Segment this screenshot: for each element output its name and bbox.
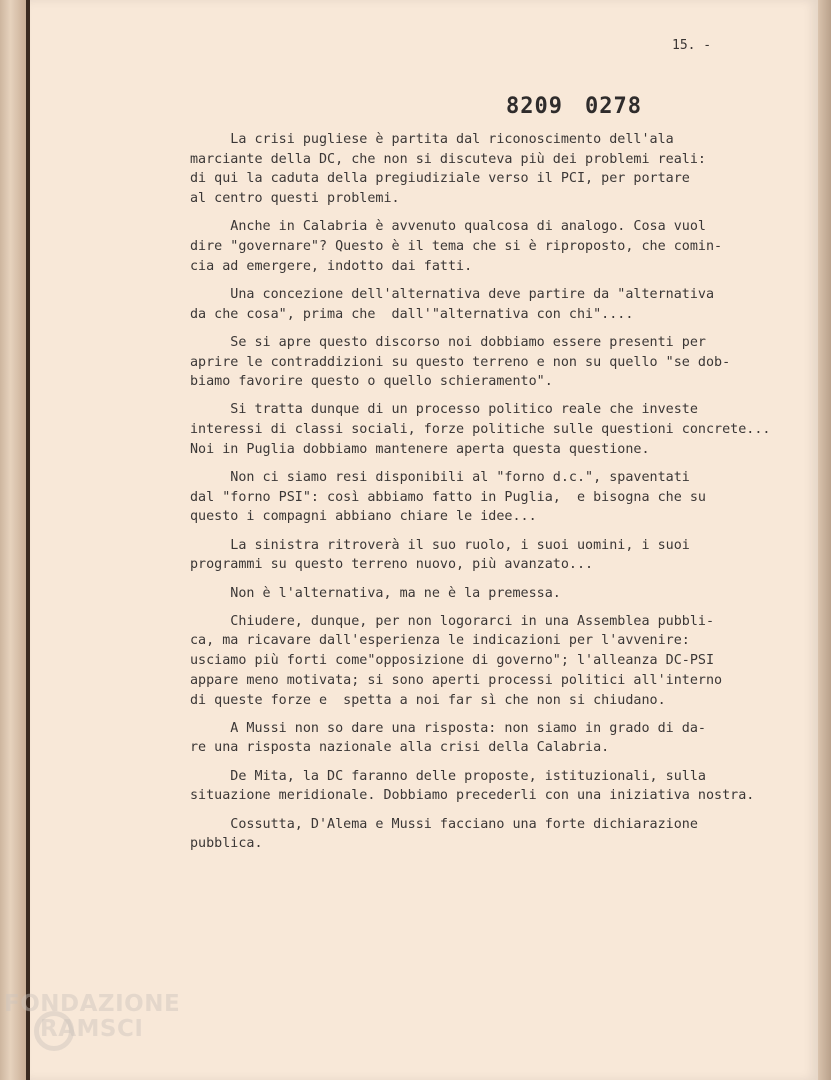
text-line: Non ci siamo resi disponibili al "forno d.c.", spaventati bbox=[190, 470, 690, 486]
paragraph bbox=[190, 536, 790, 575]
text-line: situazione meridionale. Dobbiamo precederli con una iniziativa nostra. bbox=[190, 788, 755, 804]
text-line: Si tratta dunque di un processo politico reale che investe bbox=[190, 402, 698, 418]
text-line: interessi di classi sociali, forze politiche sulle questioni concrete... bbox=[190, 422, 771, 438]
text-line: di qui la caduta della pregiudiziale verso il PCI, per portare bbox=[190, 171, 690, 187]
watermark-line-2: RAMSCI bbox=[40, 1016, 144, 1042]
text-line: re una risposta nazionale alla crisi della Calabria. bbox=[190, 740, 610, 756]
text-line: ca, ma ricavare dall'esperienza le indicazioni per l'avvenire: bbox=[190, 633, 690, 649]
paragraph bbox=[190, 468, 790, 527]
text-line: appare meno motivata; si sono aperti processi politici all'interno bbox=[190, 672, 723, 688]
text-line: usciamo più forti come"opposizione di governo"; l'alleanza DC-PSI bbox=[190, 653, 715, 669]
page-number: 15. - bbox=[672, 38, 712, 53]
paragraph bbox=[190, 719, 790, 758]
left-page-strip bbox=[0, 0, 26, 1080]
watermark-g-emblem bbox=[34, 1011, 74, 1051]
text-line: Non è l'alternativa, ma ne è la premessa. bbox=[190, 585, 561, 601]
text-line: Se si apre questo discorso noi dobbiamo essere presenti per bbox=[190, 334, 706, 350]
text-line: al centro questi problemi. bbox=[190, 191, 400, 207]
text-line: Cossutta, D'Alema e Mussi facciano una forte dichiarazione bbox=[190, 816, 698, 832]
paragraph bbox=[190, 333, 790, 392]
paragraph bbox=[190, 217, 790, 276]
paragraph bbox=[190, 285, 790, 324]
text-line: Una concezione dell'alternativa deve partire da "alternativa bbox=[190, 286, 715, 302]
text-line: questo i compagni abbiano chiare le idee... bbox=[190, 509, 537, 525]
document-code-stamp bbox=[506, 94, 642, 119]
paragraph bbox=[190, 400, 790, 459]
right-page-edge bbox=[818, 0, 831, 1080]
text-line: programmi su questo terreno nuovo, più avanzato... bbox=[190, 557, 594, 573]
text-line: La sinistra ritroverà il suo ruolo, i suoi uomini, i suoi bbox=[190, 537, 690, 553]
text-line: De Mita, la DC faranno delle proposte, istituzionali, sulla bbox=[190, 768, 706, 784]
paragraph bbox=[190, 612, 790, 711]
text-line: pubblica. bbox=[190, 836, 263, 852]
document-body bbox=[190, 130, 790, 863]
paragraph bbox=[190, 584, 790, 604]
doc-code-left: 8209 bbox=[506, 94, 563, 119]
text-line: Chiudere, dunque, per non logorarci in una Assemblea pubbli- bbox=[190, 613, 715, 629]
text-line: A Mussi non so dare una risposta: non siamo in grado di da- bbox=[190, 720, 706, 736]
paragraph bbox=[190, 767, 790, 806]
text-line: Anche in Calabria è avvenuto qualcosa di analogo. Cosa vuol bbox=[190, 219, 706, 235]
text-line: di queste forze e spetta a noi far sì che non si chiudano. bbox=[190, 692, 666, 708]
text-line: dal "forno PSI": così abbiamo fatto in Puglia, e bisogna che su bbox=[190, 489, 706, 505]
text-line: biamo favorire questo o quello schieramento". bbox=[190, 374, 553, 390]
text-line: aprire le contraddizioni su questo terreno e non su quello "se dob- bbox=[190, 354, 731, 370]
text-line: Noi in Puglia dobbiamo mantenere aperta questa questione. bbox=[190, 441, 650, 457]
text-line: marciante della DC, che non si discuteva più dei problemi reali: bbox=[190, 151, 706, 167]
text-line: dire "governare"? Questo è il tema che si è riproposto, che comin- bbox=[190, 239, 723, 255]
paragraph bbox=[190, 815, 790, 854]
doc-code-right: 0278 bbox=[584, 94, 642, 119]
text-line: da che cosa", prima che dall'"alternativa con chi".... bbox=[190, 306, 634, 322]
paragraph bbox=[190, 130, 790, 209]
text-line: cia ad emergere, indotto dai fatti. bbox=[190, 258, 473, 274]
watermark-line-1: FONDAZIONE bbox=[4, 991, 181, 1017]
text-line: La crisi pugliese è partita dal riconoscimento dell'ala bbox=[190, 132, 674, 147]
archive-watermark-logo bbox=[4, 992, 180, 1042]
